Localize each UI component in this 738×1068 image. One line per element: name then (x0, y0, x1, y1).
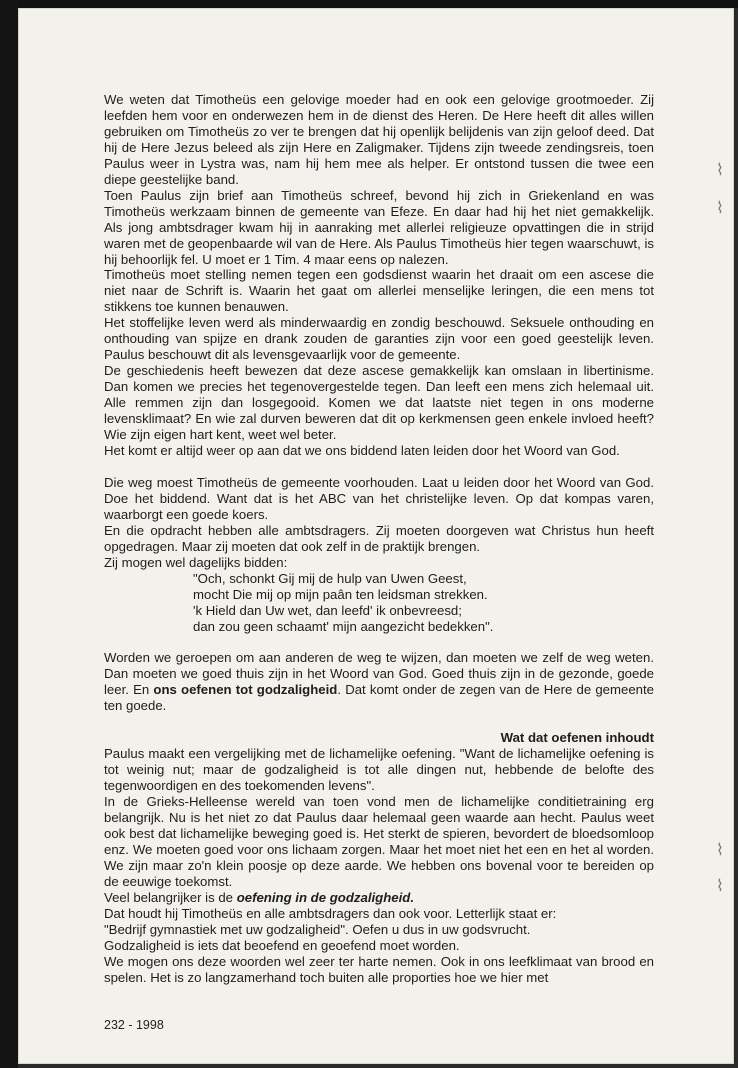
paragraph: Die weg moest Timotheüs de gemeente voorhouden. Laat u leiden door het Woord van God. Doe het biddend. Want dat is het ABC van het christelijke leven. Op dat kompas varen, waarborgt een goede koers. (104, 474, 654, 522)
binding-mark-icon: ⌇ (716, 840, 724, 859)
paragraph: "Bedrijf gymnastiek met uw godzaligheid". Oefen u dus in uw godsvrucht. (104, 921, 531, 937)
paragraph: Het komt er altijd weer op aan dat we ons biddend laten leiden door het Woord van God. (104, 442, 620, 458)
paragraph: Het stoffelijke leven werd als minderwaardig en zondig beschouwd. Seksuele onthouding en onthouding van spijze en drank zouden de garanties zijn voor een goed geestelijk leven. Paulus beschouwt dit als levensgevaarlijk voor de gemeente. (104, 315, 654, 363)
poem-line: mocht Die mij op mijn paân ten leidsman strekken. (193, 586, 488, 602)
paragraph: We weten dat Timotheüs een gelovige moeder had en ook een gelovige grootmoeder. Zij leefden hem voor en onderwezen hem in de dienst des Heren. De Here heeft dit alles willen gebruiken om Timotheüs zo ver te brengen dat hij openlijk belijdenis van zijn geloof deed. Dat hij de Here Jezus beleed als zijn Here en Zaligmaker. Tijdens zijn tweede zendingsreis, toen Paulus weer in Lystra was, nam hij hem mee als helper. Er ontstond tussen die twee een diepe geestelijke band. (104, 92, 654, 187)
paragraph: De geschiedenis heeft bewezen dat deze ascese gemakkelijk kan omslaan in libertinisme. Dan komen we precies het tegenovergestelde tegen. Dan leeft een mens zich helemaal uit. Alle remmen zijn dan losgegooid. Komen we dat laatste niet tegen in ons moderne levensklimaat? En wie zal durven beweren dat dit op kerkmensen geen enkele invloed heeft? Wie zijn eigen hart kent, weet wel beter. (104, 363, 654, 443)
bold-phrase: oefening in de godzaligheid. (236, 889, 414, 905)
scan-top-border (0, 0, 738, 8)
article-body (104, 92, 654, 986)
paragraph-gap (104, 459, 654, 475)
binding-mark-icon: ⌇ (716, 198, 724, 217)
scan-left-border (0, 0, 18, 1068)
paragraph: Dat houdt hij Timotheüs en alle ambtsdragers dan ook voor. Letterlijk staat er: (104, 905, 557, 921)
paragraph-text: Veel belangrijker is de (104, 889, 237, 905)
paragraph: Toen Paulus zijn brief aan Timotheüs schreef, bevond hij zich in Griekenland en was Timotheüs werkzaam binnen de gemeente van Efeze. En daar had hij het niet gemakkelijk. Als jong ambtsdrager kwam hij in aanraking met allerlei religieuze opvattingen die in strijd waren met de geopenbaarde wil van de Here. Als Paulus Timotheüs hier tegen waarschuwt, is hij behoorlijk fel. U moet er 1 Tim. 4 maar eens op nalezen. (104, 187, 654, 267)
paragraph: En die opdracht hebben alle ambtsdragers. Zij moeten doorgeven wat Christus hun heeft opgedragen. Maar zij moeten dat ook zelf in de praktijk brengen. (104, 522, 654, 554)
page-number: 232 - 1998 (104, 1018, 164, 1032)
paragraph-text: Worden we geroepen om aan anderen de weg te wijzen, dan moeten we zelf de weg weten. Dan moeten we goed thuis zijn in het Woord van God. Goed thuis zijn in de gezonde, goede leer. En (104, 650, 654, 698)
section-heading: Wat dat oefenen inhoudt (500, 730, 654, 746)
binding-mark-icon: ⌇ (716, 876, 724, 895)
paragraph: We mogen ons deze woorden wel zeer ter harte nemen. Ook in ons leefklimaat van brood en spelen. Het is zo langzamerhand toch buiten alle proporties hoe we hier met (104, 953, 654, 985)
paragraph: Zij mogen wel dagelijks bidden: (104, 554, 288, 570)
poem-line: dan zou geen schaamt' mijn aangezicht bedekken". (193, 618, 494, 634)
bold-phrase: ons oefenen tot godzaligheid (153, 682, 338, 698)
paragraph (104, 890, 654, 906)
binding-mark-icon: ⌇ (716, 160, 724, 179)
paragraph-gap (104, 634, 654, 650)
poem-line: 'k Hield dan Uw wet, dan leefd' ik onbevreesd; (193, 602, 462, 618)
paragraph: Timotheüs moet stelling nemen tegen een godsdienst waarin het draait om een ascese die niet naar de Schrift is. Waarin het gaat om allerlei menselijke leringen, die een mens tot stikkens toe kunnen benauwen. (104, 267, 654, 315)
paragraph-gap (104, 714, 654, 730)
paragraph (104, 650, 654, 714)
paragraph: Paulus maakt een vergelijking met de lichamelijke oefening. "Want de lichamelijke oefening is tot weinig nut; maar de godzaligheid is tot alle dingen nut, hebbende de belofte des tegenwoordigen en des toekomenden levens". (104, 746, 654, 794)
paragraph: In de Grieks-Helleense wereld van toen vond men de lichamelijke conditietraining erg belangrijk. Nu is het niet zo dat Paulus daar helemaal geen waarde aan hecht. Paulus weet ook best dat lichamelijke beweging goed is. Het sterkt de spieren, bevordert de bloedsomloop enz. We moeten goed voor ons lichaam zorgen. Maar het moet niet het een en het al worden. We zijn maar zo'n klein poosje op deze aarde. We hebben ons bovenal voor te bereiden op de eeuwige toekomst. (104, 794, 654, 889)
paragraph-text: . Dat komt onder de zegen van de Here de gemeente ten goede. (104, 682, 654, 714)
paragraph: Godzaligheid is iets dat beoefend en geoefend moet worden. (104, 937, 460, 953)
poem-quote (104, 571, 654, 635)
poem-line: "Och, schonkt Gij mij de hulp van Uwen Geest, (193, 570, 467, 586)
